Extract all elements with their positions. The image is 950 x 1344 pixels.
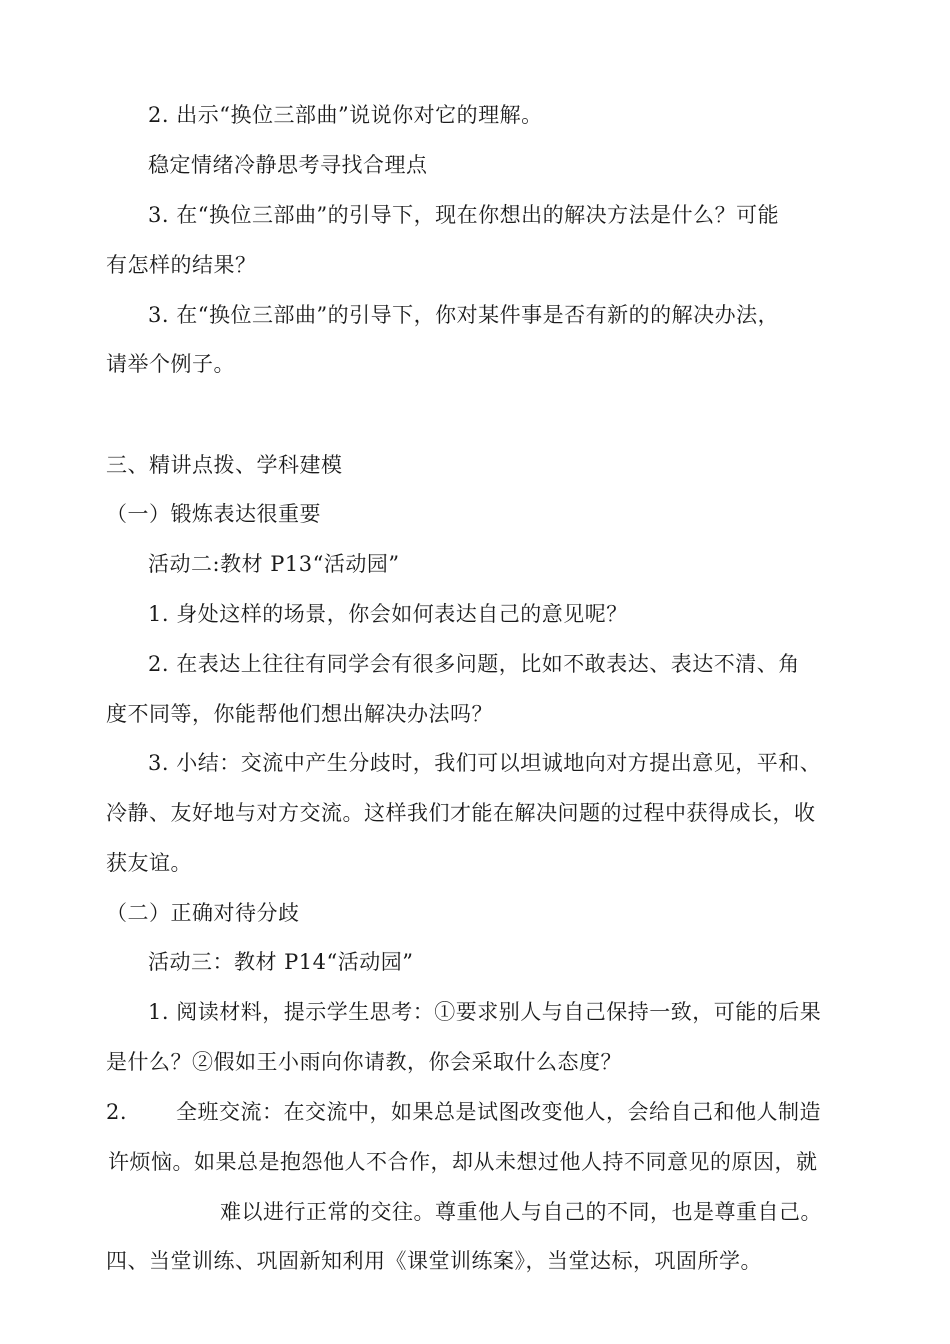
paragraph-line: 是什么？②假如王小雨向你请教，你会采取什么态度？ (106, 1050, 622, 1074)
section-heading: 三、精讲点拨、学科建模 (106, 453, 343, 477)
paragraph-line: 难以进行正常的交往。尊重他人与自己的不同，也是尊重自己。 (220, 1200, 822, 1224)
paragraph-line: 稳定情绪冷静思考寻找合理点 (148, 153, 428, 177)
paragraph-line: 3. 在“换位三部曲”的引导下，你对某件事是否有新的的解决办法， (148, 303, 780, 327)
paragraph-line: 许烦恼。如果总是抱怨他人不合作，却从未想过他人持不同意见的原因，就 (108, 1150, 818, 1174)
paragraph-line: 活动三：教材 P14“活动园” (148, 950, 414, 974)
paragraph-line: 3. 在“换位三部曲”的引导下，现在你想出的解决方法是什么？可能 (148, 203, 780, 227)
paragraph-line: 3. 小结：交流中产生分歧时，我们可以坦诚地向对方提出意见，平和、 (148, 751, 822, 775)
subsection-heading: （二）正确对待分歧 (106, 901, 300, 925)
paragraph-line: 活动二:教材 P13“活动园” (148, 552, 400, 576)
paragraph-line: 1. 身处这样的场景，你会如何表达自己的意见呢？ (148, 602, 628, 626)
paragraph-line: 2. 在表达上往往有同学会有很多问题，比如不敢表达、表达不清、角 (148, 652, 800, 676)
list-number: 2. (106, 1100, 128, 1124)
paragraph-line: 2. 出示“换位三部曲”说说你对它的理解。 (148, 103, 543, 127)
paragraph-line: 1. 阅读材料，提示学生思考：①要求别人与自己保持一致，可能的后果 (148, 1000, 822, 1024)
subsection-heading: （一）锻炼表达很重要 (106, 502, 321, 526)
paragraph-line: 有怎样的结果？ (106, 253, 257, 277)
paragraph-line: 冷静、友好地与对方交流。这样我们才能在解决问题的过程中获得成长，收 (106, 801, 816, 825)
section-heading: 四、当堂训练、巩固新知利用《课堂训练案》，当堂达标，巩固所学。 (106, 1249, 762, 1273)
paragraph-line: 获友谊。 (106, 851, 192, 875)
paragraph-line: 请举个例子。 (106, 352, 235, 376)
paragraph-line: 度不同等，你能帮他们想出解决办法吗？ (106, 702, 493, 726)
paragraph-line: 全班交流：在交流中，如果总是试图改变他人，会给自己和他人制造 (176, 1100, 821, 1124)
